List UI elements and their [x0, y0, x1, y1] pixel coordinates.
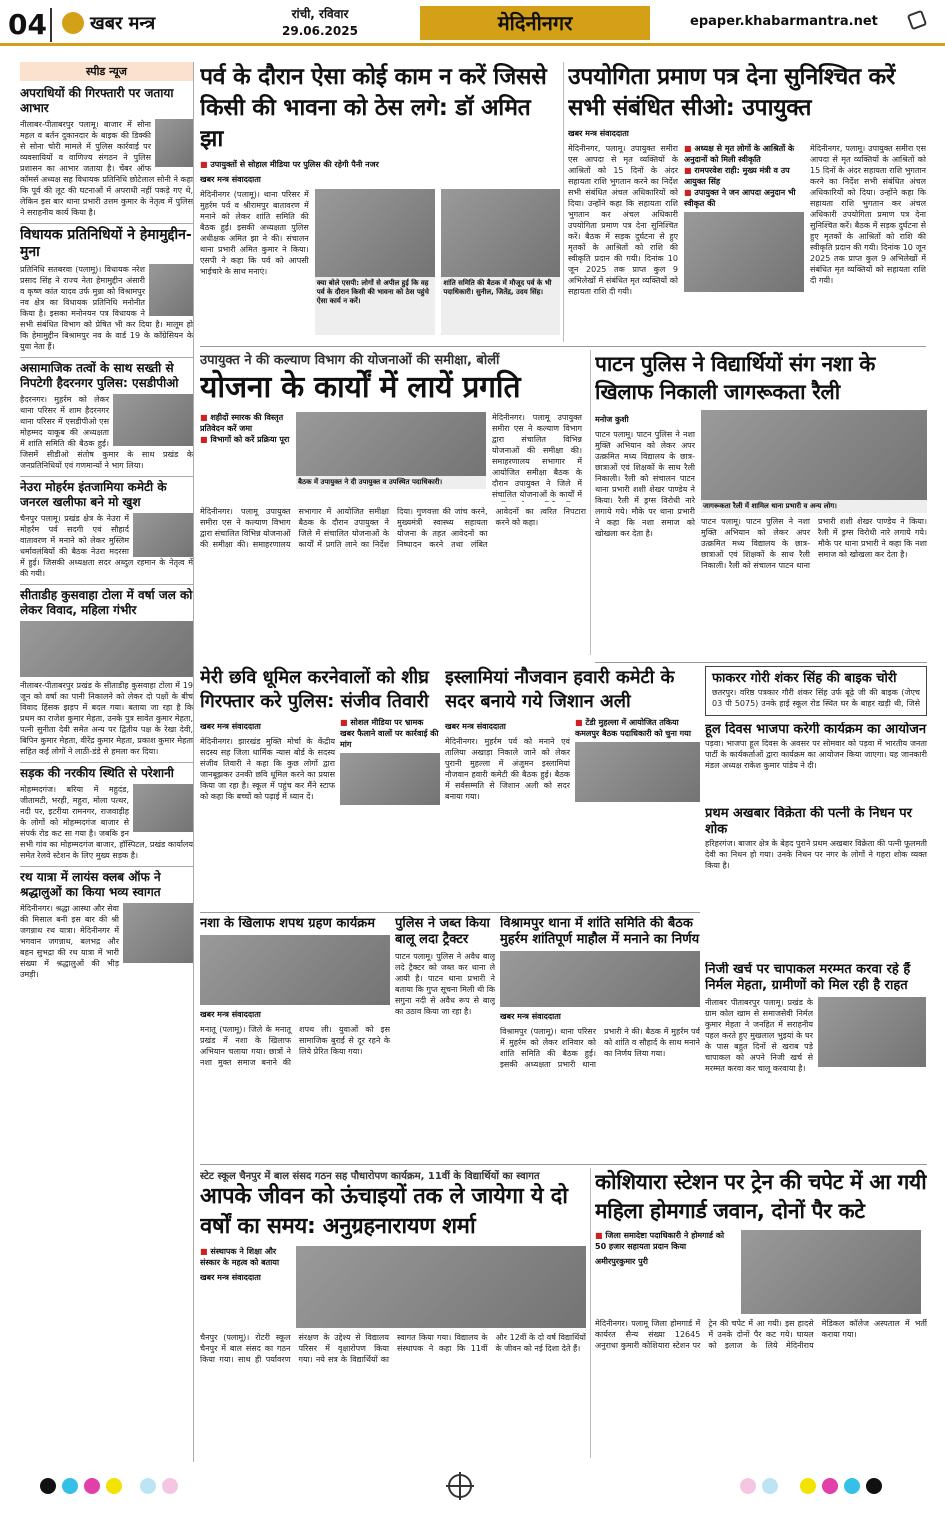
brief-photo: [133, 784, 193, 832]
cyan-dot-icon: [62, 1478, 78, 1494]
brief-headline: सड़क की नरकीय स्थिति से परेशानी: [20, 762, 193, 781]
story-headline: नशा के खिलाफ शपथ ग्रहण कार्यक्रम: [200, 916, 376, 931]
story-oath: [200, 916, 390, 1162]
brief-body: नीलाबर-पीताबरपुर पलामू। बाजार में सोना महल व बर्तन दुकानदार के बाइक की डिक्की से सोना चोरी मामले में पुलिस कार्रवाई पर व्यवसायियों व वाणिज्य संगठन ने पुलिस प्रशासन का आभार जताया है। चेंबर ऑफ कॉमर्स अध्यक्ष सह विधायक प्रतिनिधि छोटेलाल सोनी ने कहा कि पूर्व की लूट की घटनाओं में अपराधी नहीं पकड़े गए थे, लेकिन इस बार थाना प्रभारी उत्तम कुमार के नेतृत्व में पुलिस ने सराहनीय कार्य किया है।: [20, 120, 193, 217]
story-headline: विश्रामपुर थाना में शांति समिति की बैठक मुहर्रम शांतिपूर्ण माहौल में मनाने का निर्णय: [500, 916, 700, 947]
story-kicker: उपायुक्त ने की कल्याण विभाग की योजनाओं की समीक्षा, बोलीं: [200, 353, 500, 368]
story-headline: आपके जीवन को ऊंचाइयों तक ले जायेगा ये दो वर्षों का समय: अनुग्रहनारायण शर्मा: [200, 1184, 568, 1239]
black-dot-icon: [866, 1478, 882, 1494]
bullet-item: ■ उपायुक्तों से सोहाल मीडिया पर पुलिस की रहेगी पैनी नजर: [200, 159, 560, 170]
story-headline: योजना के कार्यों में लायें प्रगति: [200, 370, 521, 405]
story-body: पड़वा। भाजपा हूल दिवस के अवसर पर सोमवार को पड़वा में भारतीय जनता पार्टी के कार्यकर्ताओं द्वारा कार्यक्रम का आयोजन किया जाएगा। यह जानकारी मंडल अध्यक्ष राकेश कुमार पांडेय ने दी।: [705, 739, 927, 770]
story-welfare-review: [200, 350, 586, 660]
story-row: [200, 412, 586, 502]
brief-photo: [123, 903, 193, 963]
story-body: नीलाबर पीताबरपुर पलामू। प्रखंड के ग्राम कोल खाम से समाजसेवी निर्मल कुमार मेहता ने जनहित में सराहनीय पहल करते हुए मुखलाल भुइयां के घर के पास बहुत दिनों से खराब पड़े चापाकल को अपने निजी खर्च से मरम्मत करवा कर चालू करवाया है।: [705, 998, 813, 1073]
story-body: हरिहरगंज। बाजार क्षेत्र के बेहद पुराने प्रथम अखबार विक्रेता की पत्नी फूलमती देवी का निधन हो गया। उनके निधन पर नगर के लोगों ने गहरा शोक व्यक्त किया है।: [705, 839, 927, 870]
story-committee: [445, 666, 700, 908]
story-body: मेदिनीनगर। मुहर्रम पर्व को मनाने एवं तालिया अखाड़ा निकाले जाने को लेकर पुरानी मुहल्ला में अंजुमन इस्लामियां नौजवान हवारी कमेटी की बैठक हुई। बैठक में सर्वसम्मति से जिशान अली को सदर बनाया गया।: [445, 737, 570, 801]
story-row: [595, 410, 927, 629]
story-row: [568, 143, 926, 343]
bullet-item: ■ संस्थापक ने शिक्षा और संस्कार के महत्व को बताया: [200, 1246, 290, 1268]
story-byline: खबर मन्त्र संवाददाता: [500, 1012, 561, 1021]
story-body: मेदिनीनगर। पलामू उपायुक्त समीरा एस ने कल्याण विभाग द्वारा संचालित विभिन्न योजनाओं की समीक्षा की। समाहरणालय सभागार में आयोजित समीक्षा बैठक के दौरान उपायुक्त ने जिले में संचालित योजनाओं के कार्यों में प्रगति लाने का निर्देश दिया। गुणवत्ता की जांच करने, मुख्यमंत्री स्वास्थ्य सहायता योजना के तहत आवेदनों का निष्पादन करने तथा लंबित आवेदनों का त्वरित निपटारा करने को कहा।: [200, 507, 586, 549]
story-bullets: [340, 717, 440, 750]
story-dc-certificate: [568, 62, 926, 344]
story-photo: [575, 742, 700, 802]
story-patan-rally: [595, 350, 927, 660]
edition-date: [245, 6, 395, 40]
story-headline: मेरी छवि धूमिल करनेवालों को शीघ्र गिरफ्तार करे पुलिस: संजीव तिवारी: [200, 667, 429, 712]
edition-date-value: 29.06.2025: [282, 24, 358, 38]
brief-body: नीलाबर-पीताबरपुर प्रखंड के सीताडीह कुसवाहा टोला में 19 जून को वर्षा का पानी निकालने को लेकर दो पक्षों के बीच विवाद हिंसक झड़प में बदल गया। बताया जा रहा है कि प्रथम का राजेश कुमार मेहता, उनके पुत्र सावेत कुमार मेहता, पत्नी सुनीता देवी समेत अन्य पर द्वितीय पक्ष के रेखा देवी, बिपिन कुमार मेहता, वीरेंद्र कुमार मेहता, प्रकाश कुमार मेहता सहित कई लोगों ने लाठी-डंडे से हमला कर दिया।: [20, 681, 193, 756]
story-bullets: [200, 159, 560, 170]
story-body: मेदिनीनगर, पलामू। उपायुक्त समीरा एस आपदा से मृत व्यक्तियों के आश्रितों को 15 दिनों के अंदर सहायता राशि भुगतान करने का निर्देश सभी संबंधित अंचल अधिकारियों को दिया। उन्होंने कहा कि सहायता राशि भुगतान कर अंचल अधिकारी उपयोगिता प्रमाण पत्र देना सुनिश्चित करें। बैठक में सड़क दुर्घटना से हुए मृतकों के आश्रितों को राशि की स्वीकृति प्रदान की गयी। दिनांक 10 जून 2025 तक प्राप्त कुल 9 अभिलेखों में संबंधित मृत व्यक्तियों को सहायता राशि दी गयी।: [810, 144, 926, 285]
story-main: [200, 717, 335, 886]
page-number: 04: [8, 8, 52, 42]
cursor-hand-icon: [907, 10, 928, 31]
story-byline: खबर मन्त्र संवाददाता: [200, 1273, 261, 1282]
brief-headline: विधायक प्रतिनिधियों ने हेमामुद्दीन-मुना: [20, 223, 193, 261]
brief-headline: रथ यात्रा में लायंस क्लब ऑफ ने श्रद्धालुओं का किया भव्य स्वागत: [20, 866, 193, 900]
bullet-item: ■ टेंडी मुहल्ला में आयोजित तकिया कमलपुर बैठक पदाधिकारी को चुना गया: [575, 717, 700, 739]
story-byline: खबर मन्त्र संवाददाता: [445, 722, 506, 731]
yellow-dot-icon: [106, 1478, 122, 1494]
bullet-item: ■ विभागों को करें प्रक्रिया पूरा: [200, 434, 290, 445]
section-rule: [200, 1164, 927, 1165]
story-byline: खबर मन्त्र संवाददाता: [200, 1010, 261, 1019]
light-cyan-dot-icon: [762, 1478, 778, 1494]
story-sp-meeting: [200, 62, 560, 344]
story-photo: [315, 189, 436, 277]
story-hul-diwas: [705, 722, 927, 800]
column-rule: [590, 350, 591, 655]
story-side: [575, 717, 700, 886]
section-rule: [200, 346, 926, 347]
story-photo-block: [296, 412, 486, 502]
story-homeguard: [595, 1168, 927, 1464]
story-photo: [296, 1246, 586, 1328]
story-headline: पाटन पुलिस ने विद्यार्थियों संग नशा के खिलाफ निकाली जागरूकता रैली: [595, 352, 876, 404]
story-photo-block: [701, 410, 927, 629]
bullet-item: ■ रामपरवेश राही: मुख्य मंत्री व उप आयुक्त सिंह: [684, 165, 804, 187]
story-byline: खबर मन्त्र संवाददाता: [200, 175, 261, 184]
story-bullets: [684, 143, 804, 209]
brief-photo: [133, 513, 193, 557]
story-body: विश्रामपुर (पलामू)। थाना परिसर में मुहर्रम को लेकर शनिवार को शांति समिति की बैठक हुई। इसकी अध्यक्षता प्रभारी थाना प्रभारी ने की। बैठक में मुहर्रम पर्व को शांति व सौहार्द के साथ मनाने का निर्णय लिया गया।: [500, 1027, 700, 1069]
brief-photo: [149, 264, 193, 316]
light-magenta-dot-icon: [740, 1478, 756, 1494]
story-photo: [684, 212, 804, 292]
story-bullets: [200, 412, 290, 445]
photo-caption: बैठक में उपायुक्त ने दी उपायुक्त व उपस्थित पदाधिकारी।: [296, 476, 486, 489]
section-rule: [595, 662, 927, 663]
story-headline: उपयोगिता प्रमाण पत्र देना सुनिश्चित करें सभी संबंधित सीओ: उपायुक्त: [568, 64, 895, 121]
yellow-dot-icon: [800, 1478, 816, 1494]
light-magenta-dot-icon: [162, 1478, 178, 1494]
story-body: चैनपुर (पलामू)। रोटरी स्कूल चैनपुर में बाल संसद का गठन किया गया। साथ ही पर्यावरण संरक्षण के उद्देश्य से विद्यालय परिसर में वृक्षारोपण किया गया। नये सत्र के विद्यार्थियों का स्वागत किया गया। विद्यालय के संस्थापक ने कहा कि 11वीं और 12वीं के दो वर्ष विद्यार्थियों के जीवन को नई दिशा देते हैं।: [200, 1333, 586, 1364]
story-handpump: [705, 962, 927, 1192]
story-tractor: [395, 916, 495, 1162]
story-body: मेदिनीनगर (पलामू)। थाना परिसर में मुहर्रम पर्व व श्रीरामपुर बातावरण में मनाने को लेकर शांति समिति की बैठक हुई। इसकी अध्यक्षता पुलिस अधीक्षक अमित झा ने की। संचालन थाना प्रभारी अमित कुमार ने किया। एसपी ने कहा कि पर्व को आपसी भाईचारे के साथ मनाएं।: [200, 190, 309, 276]
story-side: [595, 410, 695, 629]
brand-name: खबर मन्त्र: [90, 13, 156, 34]
story-headline: निजी खर्च पर चापाकल मरम्मत करवा रहे हैं निर्मल मेहता, ग्रामीणों को मिल रही है राहत: [705, 962, 911, 993]
story-photo: [340, 753, 440, 805]
story-condolence: [705, 806, 927, 958]
story-byline: खबर मन्त्र संवाददाता: [200, 722, 261, 731]
column-rule: [563, 62, 564, 342]
speed-news-column: [20, 62, 194, 1462]
story-headline: फाकरर गोरी शंकर सिंह की बाइक चोरी: [712, 671, 897, 686]
story-photo: [200, 935, 390, 1005]
story-side: [684, 143, 804, 343]
bullet-item: ■ उपायुक्त ने जन आपदा अनुदान भी स्वीकृत की: [684, 187, 804, 209]
bullet-item: ■ सोशल मीडिया पर भ्रामक खबर फैलाने वालों पर कार्रवाई की मांग: [340, 717, 440, 750]
story-body: छतरपुर। वरिष्ठ पत्रकार गौरी शंकर सिंह उर्फ बूढ़े जी की बाइक (जेएच 03 पी 5075) उनके हाई स्कूल रोड स्थित घर के बाहर खड़ी थी, जिसे: [712, 688, 920, 708]
column-rule: [590, 1168, 591, 1458]
magenta-dot-icon: [822, 1478, 838, 1494]
story-row: [200, 1246, 586, 1328]
story-side: [595, 1230, 735, 1314]
brief-body: हैदरनगर। मुहर्रम को लेकर थाना परिसर में शाम हैदरनगर थाना परिसर में एसडीपीओ एस मोहम्मद याकूब की अध्यक्षता में शांति समिति की बैठक हुई। जिसमें सीडीओ संतोष कुमार के साथ प्रखंड के जनप्रतिनिधियों एवं गणमान्यों ने भाग लिया।: [20, 395, 193, 470]
brief-body: मेदिनीनगर। श्रद्धा आस्था और सेवा की मिसाल बनी इस बार की श्री जगन्नाथ रथ यात्रा। मेदिनीनगर में भगवान जगन्नाथ, बलभद्र और बहन सुभद्रा की रथ यात्रा में भारी संख्या में श्रद्धालुओं की भीड़ उमड़ी।: [20, 904, 119, 979]
story-headline: इस्लामियां नौजवान हवारी कमेटी के सदर बनाये गये जिशान अली: [445, 667, 675, 712]
story-body: पाटन पलामू। पाटन पुलिस ने नशा मुक्ति अभियान को लेकर अपर उत्क्रमित मध्य विद्यालय के छात्र-छात्राओं एवं शिक्षकों के साथ रैली निकाली। रैली को संचालन पाटन थाना प्रभारी शशी शेखर पाण्डेय ने किया। रैली में ड्रग्स विरोधी नारे लगाये गये। मौके पर थाना प्रभारी ने कहा कि नशा समाज को खोखला कर देता है।: [595, 430, 695, 538]
story-body: मेदिनीनगर। झारखंड मुक्ति मोर्चा के केंद्रीय सदस्य सह जिला धार्मिक न्यास बोर्ड के सदस्य संजीव तिवारी ने कहा कि कुछ लोगों द्वारा जानबूझकर उनकी छवि धूमिल करने का प्रयास किया जा रहा है। स्कूल में पहुंच कर मैंने स्टाफ को कहा कि बच्चों को पढ़ाई में ध्यान दें।: [200, 737, 335, 801]
story-headline: कोशियारा स्टेशन पर ट्रेन की चपेट में आ गयी महिला होमगार्ड जवान, दोनों पैर कटे: [595, 1170, 927, 1223]
speed-news-band: स्पीड न्यूज: [20, 62, 193, 81]
brief-body: प्रतिनिधि सतबरवा (पलामू)। विधायक नरेश प्रसाद सिंह ने राज्य नेता हेमामुद्दीन अंसारी व कृष्ण कांत यादव उर्फ मुन्ना को विश्रामपुर नव क्षेत्र का विधायक प्रतिनिधि मनोनीत किया है। इसका मनोनयन पत्र विधायक ने सभी संबंधित विभाग को प्रेषित भी कर दिया है। मालूम हो कि हेमामुद्दीन बिश्रामपुर नव के वार्ड 19 के काँग्रेसियन के युवा नेता हैं।: [20, 265, 193, 351]
cyan-dot-icon: [844, 1478, 860, 1494]
story-photo: [701, 410, 927, 500]
story-sanjeev-tiwari: [200, 666, 440, 908]
story-row: [595, 1230, 927, 1314]
edition-place: रांची, रविवार: [291, 7, 349, 21]
story-kicker: स्टेट स्कूल चैनपुर में बाल संसद गठन सह पौधारोपण कार्यक्रम, 11वीं के विद्यार्थियों का स्वागत: [200, 1171, 540, 1182]
story-photo: [741, 1230, 921, 1314]
registration-mark-icon: [448, 1474, 472, 1498]
story-byline: खबर मन्त्र संवाददाता: [568, 129, 629, 138]
story-photo: [818, 997, 926, 1067]
story-main: [445, 717, 570, 886]
story-body: मेदिनीनगर। पलामू उपायुक्त समीरा एस ने कल्याण विभाग द्वारा संचालित विभिन्न योजनाओं की समीक्षा की। समाहरणालय सभागार में आयोजित समीक्षा बैठक के दौरान उपायुक्त ने जिले में संचालित योजनाओं के कार्यों में: [492, 413, 582, 499]
story-body: पाटन पलामू। पाटन पुलिस ने नशा मुक्ति अभियान को लेकर अपर उत्क्रमित मध्य विद्यालय के छात्र-छात्राओं एवं शिक्षकों के साथ रैली निकाली। रैली को संचालन पाटन थाना प्रभारी शशी शेखर पाण्डेय ने किया। रैली में ड्रग्स विरोधी नारे लगाये गये। मौके पर थाना प्रभारी ने कहा कि नशा समाज को खोखला कर देता है।: [701, 517, 927, 570]
story-side: [200, 412, 290, 502]
brief-photo: [155, 119, 193, 167]
black-dot-icon: [40, 1478, 56, 1494]
story-body: पाटन पलामू। पुलिस ने अवैध बालू लदे ट्रैक्टर को जब्त कर थाना ले आयी है। पाटन थाना प्रभारी ने बताया कि गुप्त सूचना मिली थी कि सगुना नदी से अवैध रूप से बालू का उठाव किया जा रहा है।: [395, 952, 495, 1016]
section-name: मेदिनीनगर: [420, 6, 650, 40]
story-headline: पर्व के दौरान ऐसा कोई काम न करें जिससे किसी की भावना को ठेस लगे: डॉ अमित झा: [200, 64, 547, 152]
story-photo: [296, 412, 486, 476]
story-bullets: [575, 717, 700, 739]
story-bullets: [200, 1246, 290, 1268]
story-bal-sansad: [200, 1168, 586, 1464]
story-row: [200, 189, 560, 339]
brief-headline: असामाजिक तत्वों के साथ सख्ती से निपटेगी हैदरनगर पुलिस: एसडीपीओ: [20, 357, 193, 391]
story-vishrampur: [500, 916, 700, 1162]
brief-photo: [20, 621, 193, 677]
story-side: [340, 717, 440, 886]
photo-caption: जागरूकता रैली में शामिल थाना प्रभारी व अन्य लोग।: [701, 500, 927, 513]
story-headline: प्रथम अखबार विक्रेता की पत्नी के निधन पर शोक: [705, 806, 912, 837]
photo-caption: शांति समिति की बैठक में मौजूद पर्व के भी पदाधिकारी। सुनील, जितेंद्र, उदय सिंह।: [441, 277, 560, 335]
story-body: मनातू (पलामू)। जिले के मनातू प्रखंड में नशा के खिलाफ अभियान चलाया गया। छात्रों ने नशा मुक्त समाज बनाने की शपथ ली। युवाओं को इस सामाजिक बुराई से दूर रहने के लिये प्रेरित किया गया।: [200, 1025, 390, 1067]
story-bullets: [595, 1230, 735, 1252]
story-photo: [441, 189, 560, 277]
story-row: [200, 717, 440, 886]
story-photo-block: [315, 189, 436, 339]
website-url: epaper.khabarmantra.net: [690, 14, 878, 29]
story-body: मेदिनीनगर, पलामू। उपायुक्त समीरा एस आपदा से मृत व्यक्तियों के आश्रितों को 15 दिनों के अंदर सहायता राशि भुगतान करने का निर्देश सभी संबंधित अंचल अधिकारियों को दिया। उन्होंने कहा कि सहायता राशि भुगतान कर अंचल अधिकारी उपयोगिता प्रमाण पत्र देना सुनिश्चित करें। बैठक में सड़क दुर्घटना से हुए मृतकों के आश्रितों को राशि की स्वीकृति प्रदान की गयी। दिनांक 10 जून 2025 तक प्राप्त कुल 9 अभिलेखों में संबंधित मृत व्यक्तियों को सहायता राशि दी गयी।: [568, 144, 678, 296]
story-photo: [500, 951, 700, 1007]
section-rule: [200, 912, 700, 913]
story-row: [705, 997, 927, 1177]
story-byline: मनोज कुशी: [595, 415, 629, 424]
brief-headline: अपराधियों की गिरफ्तारी पर जताया आभार: [20, 86, 174, 115]
magenta-dot-icon: [84, 1478, 100, 1494]
story-headline: हूल दिवस भाजपा करेगी कार्यक्रम का आयोजन: [705, 722, 927, 737]
bullet-item: ■ शहीदों स्मारक की विस्तृत प्रतिवेदन करें जमा: [200, 412, 290, 434]
print-marks: [0, 1472, 945, 1512]
story-headline: पुलिस ने जब्त किया बालू लदा ट्रैक्टर: [395, 916, 490, 947]
brief-headline: सीताडीह कुसवाहा टोला में वर्षा जल को लेकर विवाद, महिला गंभीर: [20, 584, 193, 618]
brand-mark-icon: [62, 12, 84, 34]
story-byline: अमीरपुरकुमार पुरी: [595, 1257, 649, 1266]
brief-body: मोहम्मदगंज। बरिया में महुदंड, जीतामटी, भरही, महुरा, मोला पत्थर, नदी पर, इटरीया रामनगर, राजवाड़ीह के लोगों को मोहम्मदगंज बाजार से संपर्क रोड कट सा गया है। जबकि इन सभी गांव का मोहम्मदगंज बाजार, हॉस्पिटल, प्रखंड कार्यालय समेत रेलवे स्टेशन के लिए मुख्य सड़क है।: [20, 785, 193, 860]
bullet-item: ■ अध्यक्ष से मृत लोगों के आश्रितों के अनुदानों को मिली स्वीकृति: [684, 143, 804, 165]
bullet-item: ■ जिला समादेष्टा पदाधिकारी ने होमगार्ड को 50 हजार सहायता प्रदान किया: [595, 1230, 735, 1252]
story-row: [445, 717, 700, 886]
brand-logo[interactable]: [62, 10, 232, 36]
light-cyan-dot-icon: [140, 1478, 156, 1494]
story-side: [200, 1246, 290, 1328]
brief-headline: नेउरा मोहर्रम इंतजामिया कमेटी के जनरल खलीफा बने मो खुश: [20, 476, 193, 510]
story-photo-block: [441, 189, 560, 339]
photo-caption: क्या बोले एसपी: लोगों से अपील हुई कि वह पर्व के दौरान किसी की भावना को ठेस पहुंचे ऐसा कार्य न करें।: [315, 277, 436, 335]
story-body: मेदिनीनगर। पलामू जिला होमगार्ड में कार्यरत सैन्य संख्या 12645 अनुराधा कुमारी कोशियारा स्टेशन पर ट्रेन की चपेट में आ गयी। इस हादसे में उनके दोनों पैर कट गये। घायल को इलाज के लिये मेदिनीराय मेडिकल कॉलेज अस्पताल में भर्ती कराया गया।: [595, 1319, 927, 1350]
story-bike-theft: [705, 666, 927, 716]
brief-photo: [113, 394, 193, 446]
masthead: [0, 0, 945, 46]
website-link[interactable]: [690, 14, 925, 29]
brief-body: चैनपुर पलामू। प्रखंड क्षेत्र के नेउरा में मोहर्रम पर्व सदगी एवं सौहार्द वातावरण में मनाने को लेकर मुस्लिम धर्मावलंबियों की बैठक नेउरा मदरसा में हुई। जिसकी अध्यक्षता सदर अब्दुल रहमान के नेतृत्व में की गयी।: [20, 514, 193, 578]
